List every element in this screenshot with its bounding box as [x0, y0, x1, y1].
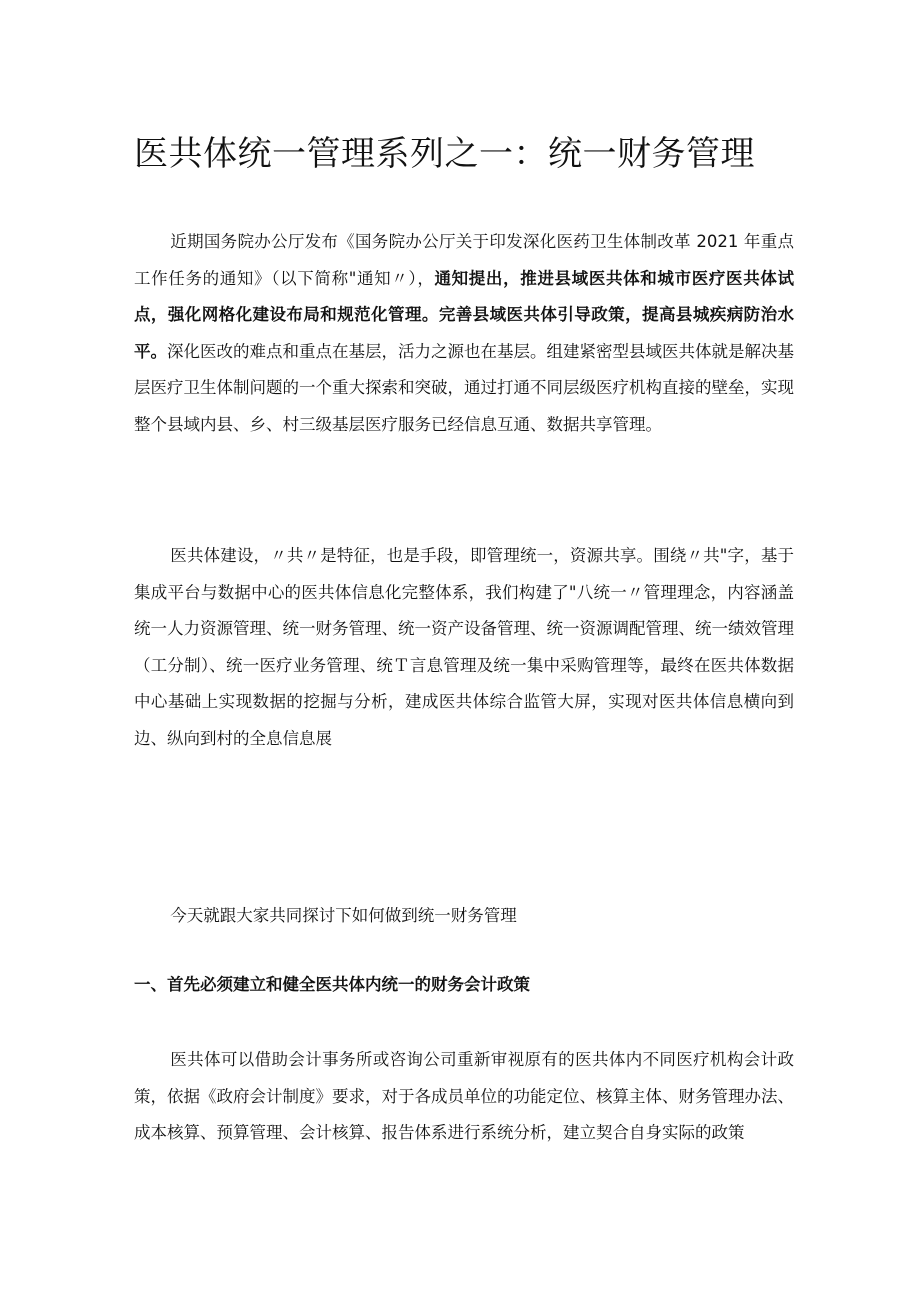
paragraph-intro	[134, 224, 794, 443]
document-title: 医共体统一管理系列之一：统一财务管理	[134, 134, 755, 174]
paragraph-section-1: 医共体可以借助会计事务所或咨询公司重新审视原有的医共体内不同医疗机构会计政策，依据《政府会计制度》要求，对于各成员单位的功能定位、核算主体、财务管理办法、成本核算、预算管理、会计核算、报告体系进行系统分析，建立契合自身实际的政策	[134, 1050, 794, 1142]
paragraph-intro-text: 近期国务院办公厅发布《国务院办公厅关于印发深化医药卫生体制改革 2021 年重点工作任务的通知》（以下简称"通知〃），	[134, 232, 794, 288]
paragraph-intro-text-continued: 深化医改的难点和重点在基层，活力之源也在基层。组建紧密型县域医共体就是解决基层医疗卫生体制问题的一个重大探索和突破，通过打通不同层级医疗机构直接的壁垒，实现整个县域内县、乡、村三级基层医疗服务已经信息互通、数据共享管理。	[134, 341, 794, 434]
paragraph-concept: 医共体建设，〃共〃是特征，也是手段，即管理统一，资源共享。围绕〃共"字，基于集成平台与数据中心的医共体信息化完整体系，我们构建了"八统一〃管理理念，内容涵盖统一人力资源管理、统一财务管理、统一资产设备管理、统一资源调配管理、统一绩效管理（工分制）、统一医疗业务管理、统Ｔ言息管理及统一集中采购管理等，最终在医共体数据中心基础上实现数据的挖掘与分析，建成医共体综合监管大屏，实现对医共体信息横向到边、纵向到村的全息信息展	[134, 546, 794, 748]
paragraph-intro-bold-text: 通知提出，推进县域医共体和城市医疗医共体试点，强化网格化建设布局和规范化管理。完善县域医共体引导政策，提高县城疾病防治水平。	[134, 268, 794, 361]
section-heading-1: 一、首先必须建立和健全医共体内统一的财务会计政策	[134, 975, 530, 994]
paragraph-topic: 今天就跟大家共同探讨下如何做到统一财务管理	[170, 906, 517, 925]
